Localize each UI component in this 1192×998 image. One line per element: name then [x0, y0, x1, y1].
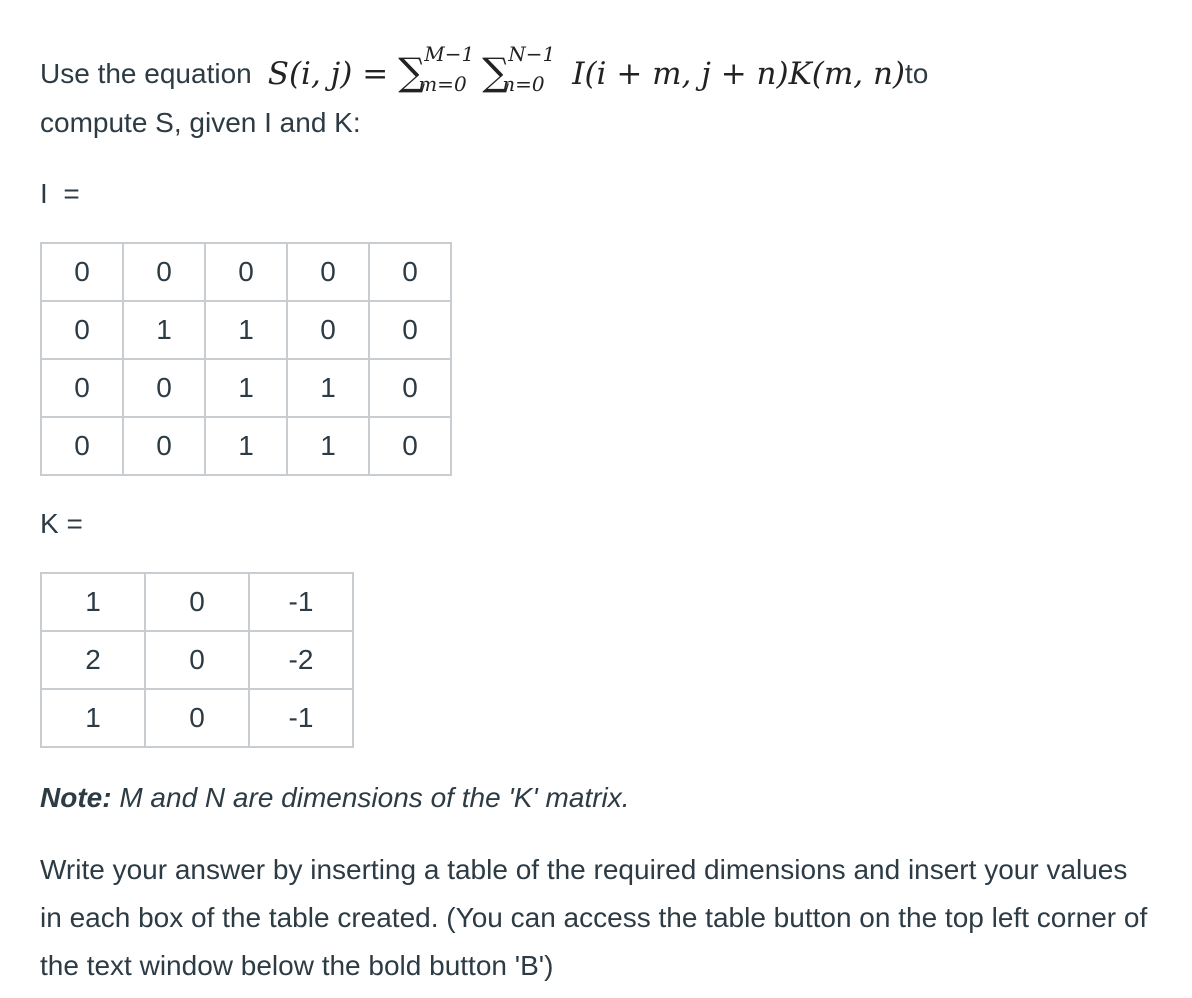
matrix-k-cell: -1 [249, 573, 353, 631]
note-text: M and N are dimensions of the 'K' matrix. [111, 782, 630, 813]
question-line-1 [40, 44, 928, 104]
note-bold: Note: [40, 782, 112, 813]
matrix-i-cell: 0 [287, 243, 369, 301]
matrix-i-row [41, 301, 451, 359]
matrix-i-cell: 0 [41, 359, 123, 417]
sigma-icon: ∑ [398, 50, 426, 94]
matrix-k-row [41, 573, 353, 631]
question-prefix: Use the equation [40, 58, 252, 89]
summation-m-lower: m=0 [418, 72, 467, 96]
matrix-k-row [41, 631, 353, 689]
matrix-i-cell: 0 [41, 243, 123, 301]
summation-n-lower: n=0 [502, 72, 545, 96]
equation-body: I(i + m, j + n)K(m, n) [572, 56, 906, 92]
question-line-2: compute S, given I and K: [40, 107, 361, 138]
matrix-k-label: K = [40, 508, 83, 539]
matrix-k-cell: -2 [249, 631, 353, 689]
matrix-i-table [40, 242, 452, 476]
matrix-i-cell: 0 [41, 417, 123, 475]
matrix-i-cell: 0 [123, 417, 205, 475]
summation-n [482, 44, 566, 104]
matrix-i-cell: 0 [123, 359, 205, 417]
summation-m-upper: M−1 [424, 42, 475, 66]
matrix-i-cell: 1 [205, 359, 287, 417]
question-suffix: to [905, 58, 929, 89]
matrix-i-cell: 0 [369, 301, 451, 359]
matrix-i-cell: 0 [41, 301, 123, 359]
matrix-k-cell: 0 [145, 631, 249, 689]
matrix-k-table [40, 572, 354, 748]
sigma-icon: ∑ [482, 50, 510, 94]
matrix-k-cell: 2 [41, 631, 145, 689]
matrix-i-cell: 0 [205, 243, 287, 301]
matrix-i-cell: 1 [287, 359, 369, 417]
matrix-i-cell: 0 [123, 243, 205, 301]
matrix-i-cell: 0 [287, 301, 369, 359]
summation-m [398, 44, 482, 104]
equation-lhs: S(i, j) = [267, 56, 389, 92]
matrix-k-cell: 0 [145, 573, 249, 631]
equation [268, 44, 905, 104]
matrix-k-cell: 0 [145, 689, 249, 747]
matrix-i-cell: 0 [369, 359, 451, 417]
summation-n-upper: N−1 [508, 42, 556, 66]
matrix-i-row [41, 243, 451, 301]
matrix-i-row [41, 417, 451, 475]
matrix-i-row [41, 359, 451, 417]
matrix-i-cell: 0 [369, 243, 451, 301]
matrix-i-cell: 0 [369, 417, 451, 475]
matrix-i-cell: 1 [205, 301, 287, 359]
note [40, 776, 630, 820]
matrix-i-cell: 1 [205, 417, 287, 475]
instructions: Write your answer by inserting a table of the required dimensions and insert your values in each box of the table created. (You can access the table button on the top left corner of the text window below the bold button 'B') [40, 854, 1148, 981]
matrix-k-cell: 1 [41, 689, 145, 747]
matrix-i-label: I = [40, 178, 80, 209]
matrix-k-cell: 1 [41, 573, 145, 631]
matrix-k-row [41, 689, 353, 747]
matrix-i-cell: 1 [287, 417, 369, 475]
matrix-i-cell: 1 [123, 301, 205, 359]
matrix-k-cell: -1 [249, 689, 353, 747]
